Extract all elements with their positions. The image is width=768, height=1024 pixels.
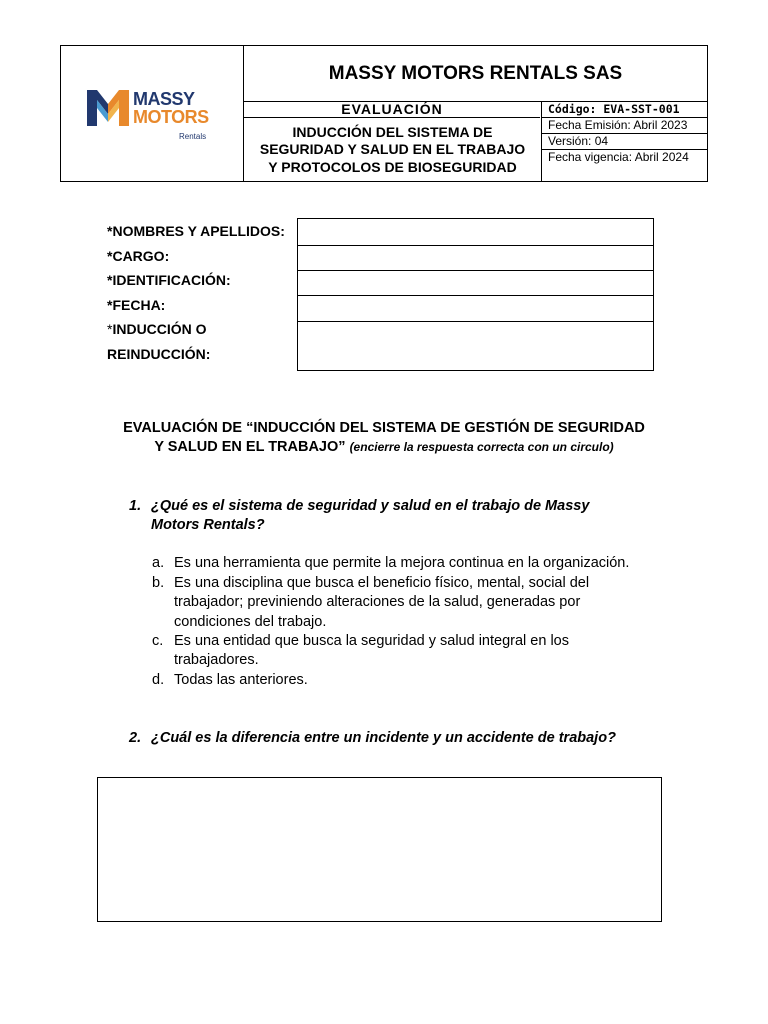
option-letter: b. [152,575,165,591]
question-2 [129,729,689,749]
option-text: Todas las anteriores. [174,672,308,688]
date-label: *FECHA: [107,297,166,313]
id-field[interactable] [297,270,654,296]
document-header [60,45,708,182]
document-title-line: INDUCCIÓN DEL SISTEMA DE [292,123,493,140]
reinduction-label: REINDUCCIÓN: [107,346,211,362]
option-letter: d. [152,672,165,688]
option-letter: a. [152,555,165,571]
document-title-line: Y PROTOCOLOS DE BIOSEGURIDAD [268,158,517,175]
induction-label: *INDUCCIÓN O [107,321,207,337]
question-1 [129,497,649,537]
company-logo [85,88,225,141]
question-text: ¿Cuál es la diferencia entre un incidente y un accidente de trabajo? [151,730,616,746]
option-text: Es una herramienta que permite la mejora continua en la organización. [174,555,630,571]
evaluation-heading [100,419,668,457]
logo-word-motors: MOTORS [133,107,209,127]
section-label: EVALUACIÓN [341,101,443,117]
version: Versión: 04 [548,134,609,148]
answer-box[interactable] [97,777,662,922]
role-field[interactable] [297,245,654,271]
id-label: *IDENTIFICACIÓN: [107,272,231,288]
divider [244,117,540,118]
date-field[interactable] [297,295,654,322]
role-label: *CARGO: [107,248,170,264]
question-number: 1. [129,498,142,514]
option-text: trabajador; previniendo alteraciones de la salud, generadas por [174,594,581,611]
option-letter: c. [152,633,164,649]
option-text: condiciones del trabajo. [174,613,327,630]
instruction-note: (encierre la respuesta correcta con un circulo) [349,440,614,454]
name-label: *NOMBRES Y APELLIDOS: [107,223,285,239]
question-text: ¿Qué es el sistema de seguridad y salud en el trabajo de Massy [151,498,590,514]
logo-cell [61,46,244,181]
company-name: MASSY MOTORS RENTALS SAS [328,62,623,84]
evaluation-heading-line: EVALUACIÓN DE “INDUCCIÓN DEL SISTEMA DE GESTIÓN DE SEGURIDAD [123,420,645,436]
evaluation-heading-line: Y SALUD EN EL TRABAJO” [154,439,346,455]
issue-date: Fecha Emisión: Abril 2023 [548,118,688,132]
option-text: Es una disciplina que busca el beneficio físico, mental, social del [174,575,590,591]
question-text: Motors Rentals? [151,517,265,533]
option-text: Es una entidad que busca la seguridad y salud integral en los [174,633,569,649]
document-title-line: SEGURIDAD Y SALUD EN EL TRABAJO [259,141,526,158]
option-text: trabajadores. [174,652,259,669]
document-code: Código: EVA-SST-001 [548,102,680,116]
logo-word-massy: MASSY [133,89,195,109]
document-title [244,119,541,181]
induction-field[interactable] [297,321,654,371]
logo-word-rentals: Rentals [179,132,207,141]
question-number: 2. [129,730,142,746]
name-field[interactable] [297,218,654,246]
validity-date: Fecha vigencia: Abril 2024 [548,150,689,164]
logo-mark-icon [85,88,131,128]
